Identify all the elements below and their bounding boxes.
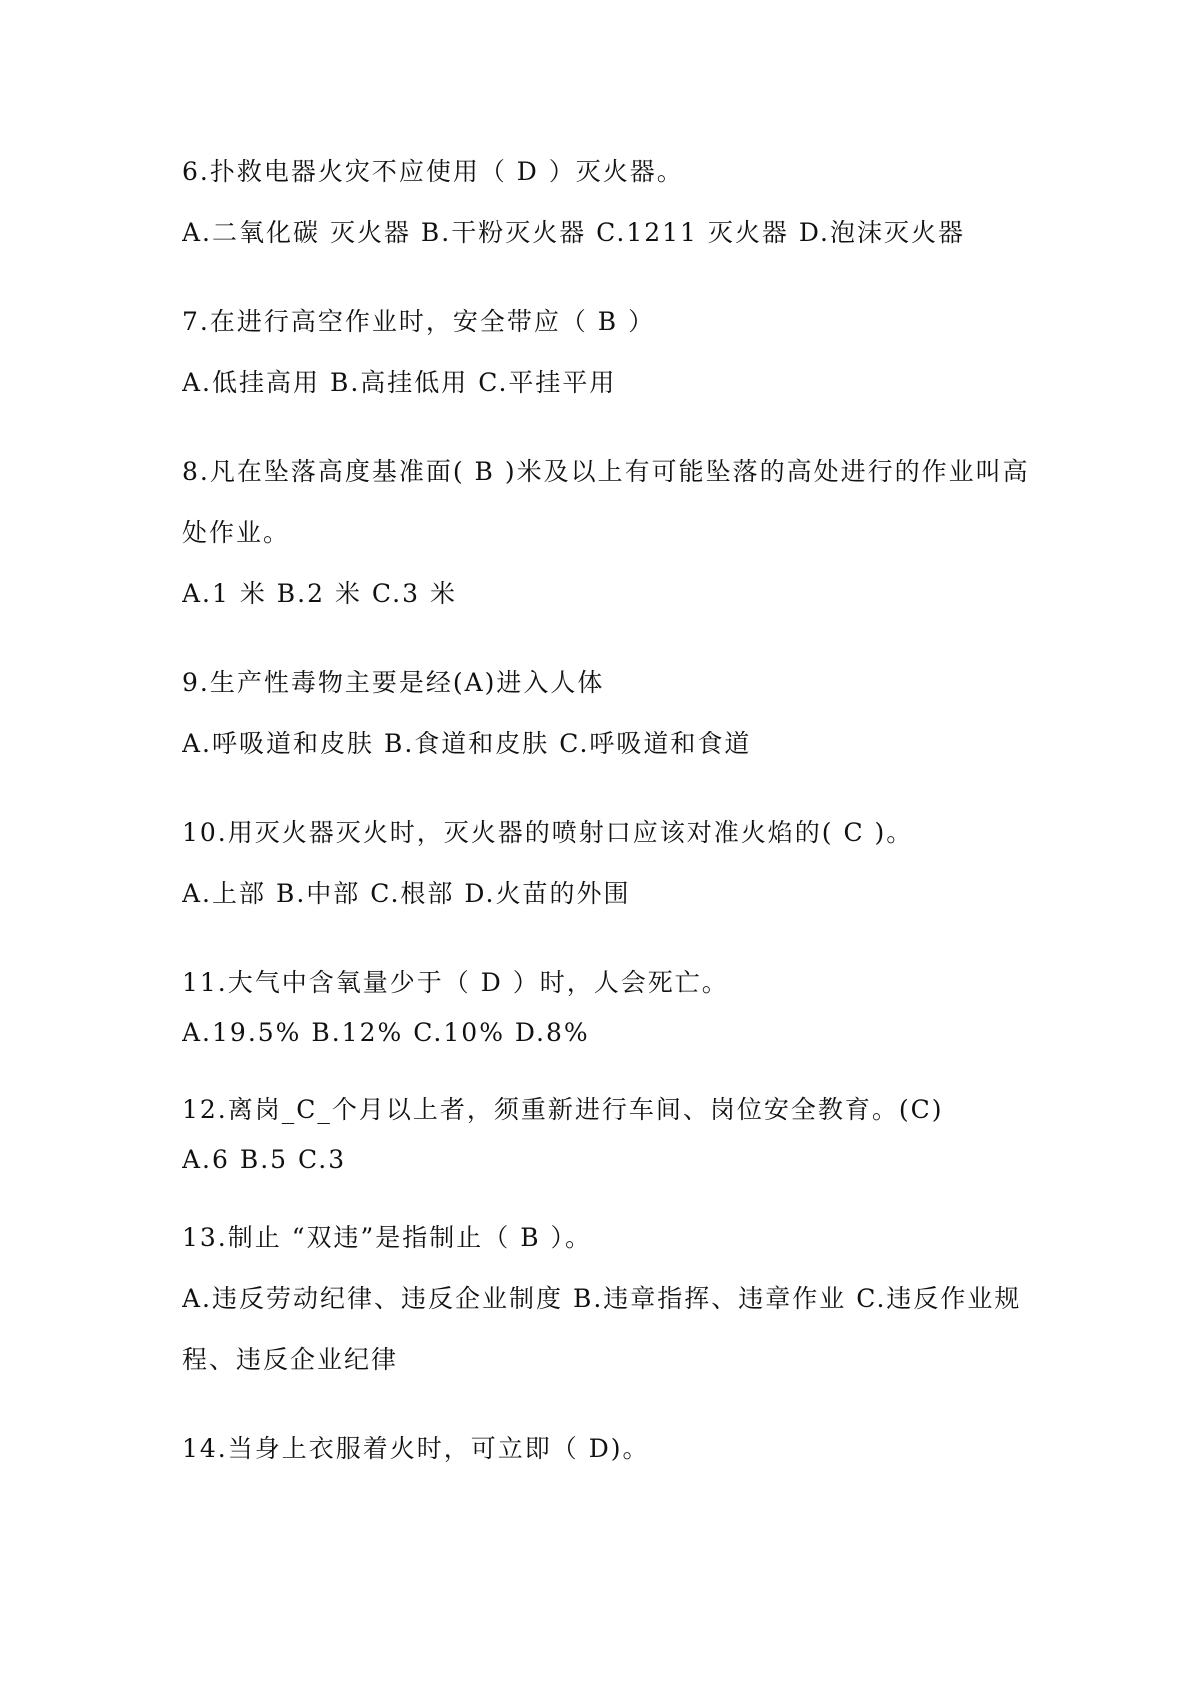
question-14: 14.当身上衣服着火时，可立即（ D)。	[182, 1434, 650, 1463]
question-10-options: A.上部 B.中部 C.根部 D.火苗的外围	[182, 879, 631, 908]
question-11: 11.大气中含氧量少于（ D ）时，人会死亡。	[182, 968, 729, 997]
question-8-line-2: 处作业。	[182, 518, 291, 547]
question-11-options: A.19.5% B.12% C.10% D.8%	[182, 1018, 590, 1047]
question-6: 6.扑救电器火灾不应使用（ D ）灭火器。	[182, 157, 684, 186]
question-8-options: A.1 米 B.2 米 C.3 米	[182, 579, 457, 608]
question-9: 9.生产性毒物主要是经(A)进入人体	[182, 668, 605, 697]
question-13: 13.制止 “双违”是指制止（ B ）。	[182, 1223, 593, 1252]
question-6-options: A.二氧化碳 灭火器 B.干粉灭火器 C.1211 灭火器 D.泡沫灭火器	[182, 218, 965, 247]
question-7-options: A.低挂高用 B.高挂低用 C.平挂平用	[182, 368, 617, 397]
question-8-line-1: 8.凡在坠落高度基准面( B )米及以上有可能坠落的高处进行的作业叫高	[182, 457, 1030, 486]
question-9-options: A.呼吸道和皮肤 B.食道和皮肤 C.呼吸道和食道	[182, 729, 752, 758]
question-10: 10.用灭火器灭火时，灭火器的喷射口应该对准火焰的( C )。	[182, 818, 914, 847]
question-13-options-line-2: 程、违反企业纪律	[182, 1345, 399, 1374]
question-12: 12.离岗_C_个月以上者，须重新进行车间、岗位安全教育。(C)	[182, 1095, 944, 1124]
question-13-options-line-1: A.违反劳动纪律、违反企业制度 B.违章指挥、违章作业 C.违反作业规	[182, 1284, 1022, 1313]
question-12-options: A.6 B.5 C.3	[182, 1145, 347, 1174]
question-7: 7.在进行高空作业时，安全带应（ B ）	[182, 307, 656, 336]
